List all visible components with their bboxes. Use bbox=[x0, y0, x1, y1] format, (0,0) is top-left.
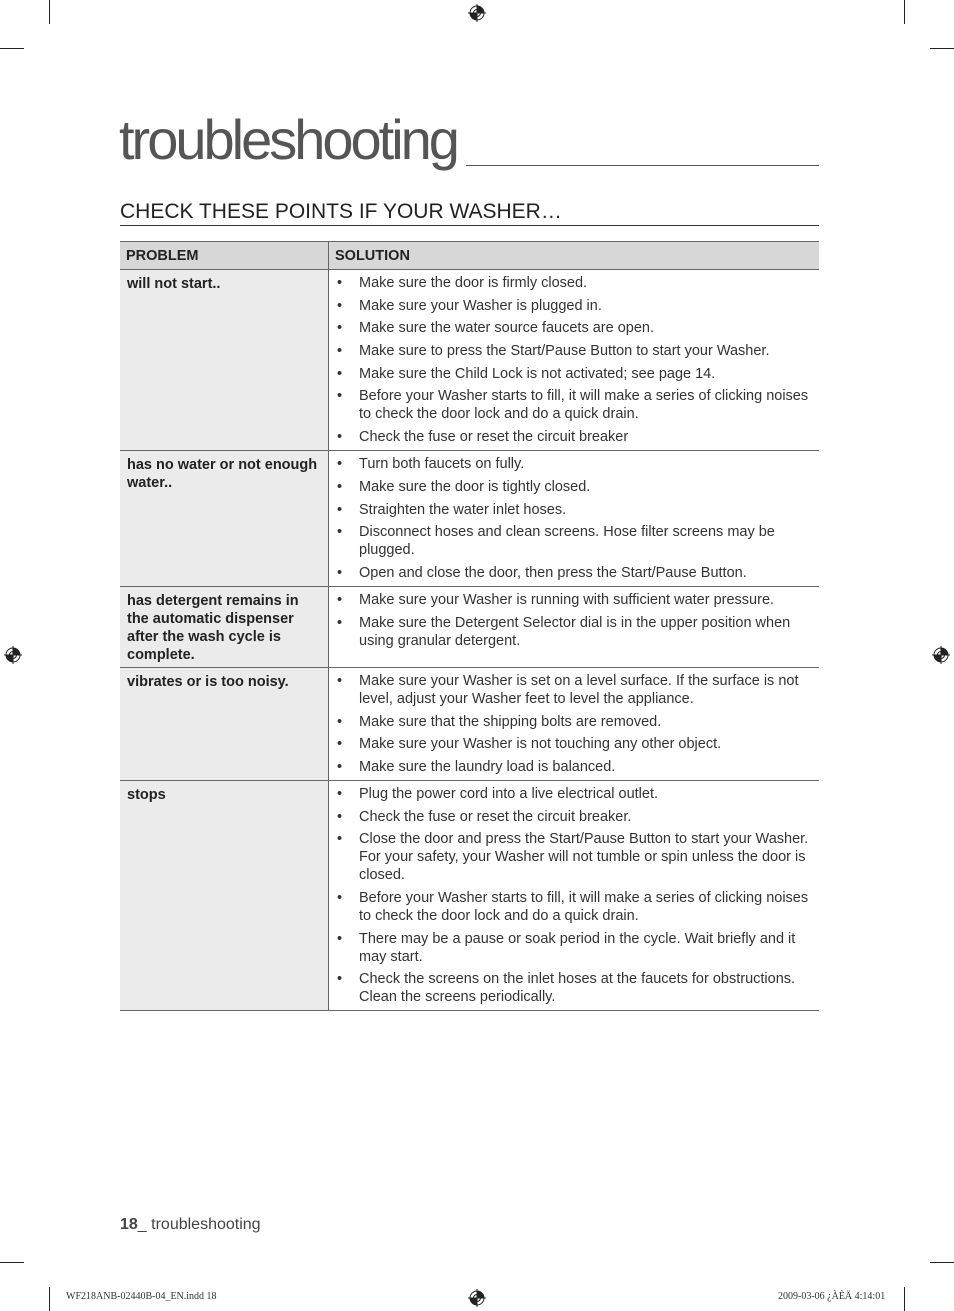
slug-left: WF218ANB-02440B-04_EN.indd 18 bbox=[66, 1291, 217, 1302]
solution-cell bbox=[329, 780, 820, 1010]
registration-mark-icon bbox=[932, 646, 950, 664]
list-item: • Make sure your Washer is running with sufficient water pressure. bbox=[329, 591, 811, 609]
list-item: • Check the fuse or reset the circuit breaker. bbox=[329, 808, 811, 826]
list-item: • Make sure that the shipping bolts are removed. bbox=[329, 713, 811, 731]
crop-mark bbox=[49, 1287, 50, 1311]
table-row bbox=[120, 667, 819, 780]
list-item: • Make sure the door is tightly closed. bbox=[329, 478, 811, 496]
list-item: • Make sure your Washer is set on a level surface. If the surface is not level, adjust your Washer feet to level the appliance. bbox=[329, 672, 811, 708]
table-row bbox=[120, 586, 819, 667]
crop-mark bbox=[930, 48, 954, 49]
list-item: • Make sure to press the Start/Pause Button to start your Washer. bbox=[329, 342, 811, 360]
problem-column-header: PROBLEM bbox=[120, 242, 329, 270]
page-footer bbox=[120, 1216, 261, 1234]
solution-cell bbox=[329, 667, 820, 780]
problem-cell: vibrates or is too noisy. bbox=[120, 667, 329, 780]
table-row bbox=[120, 451, 819, 587]
problem-cell: has detergent remains in the automatic dispenser after the wash cycle is complete. bbox=[120, 586, 329, 667]
list-item: • Make sure the Detergent Selector dial is in the upper position when using granular detergent. bbox=[329, 614, 811, 650]
section-rule bbox=[120, 225, 819, 226]
solution-list bbox=[329, 672, 811, 776]
problem-cell: stops bbox=[120, 780, 329, 1010]
list-item: • Make sure the Child Lock is not activated; see page 14. bbox=[329, 365, 811, 383]
problem-cell: will not start.. bbox=[120, 270, 329, 451]
crop-mark bbox=[0, 48, 24, 49]
solution-cell bbox=[329, 451, 820, 587]
title-rule bbox=[466, 165, 819, 166]
list-item: • Make sure the door is firmly closed. bbox=[329, 274, 811, 292]
list-item: • Make sure your Washer is plugged in. bbox=[329, 297, 811, 315]
list-item: • Before your Washer starts to fill, it will make a series of clicking noises to check the door lock and do a quick drain. bbox=[329, 387, 811, 423]
problem-cell: has no water or not enough water.. bbox=[120, 451, 329, 587]
crop-mark bbox=[930, 1262, 954, 1263]
solution-list bbox=[329, 274, 811, 446]
solution-column-header: SOLUTION bbox=[329, 242, 820, 270]
list-item: • Make sure the water source faucets are open. bbox=[329, 319, 811, 337]
list-item: • Open and close the door, then press the Start/Pause Button. bbox=[329, 564, 811, 582]
table-row bbox=[120, 270, 819, 451]
crop-mark bbox=[904, 0, 905, 24]
list-item: • Plug the power cord into a live electrical outlet. bbox=[329, 785, 811, 803]
solution-list bbox=[329, 785, 811, 1006]
crop-mark bbox=[49, 0, 50, 24]
list-item: • Make sure your Washer is not touching any other object. bbox=[329, 735, 811, 753]
registration-mark-icon bbox=[468, 1289, 486, 1307]
troubleshooting-table bbox=[120, 241, 819, 1011]
list-item: • Disconnect hoses and clean screens. Hose filter screens may be plugged. bbox=[329, 523, 811, 559]
table-header-row bbox=[120, 242, 819, 270]
page-title: troubleshooting bbox=[119, 108, 457, 171]
footer-label: _ troubleshooting bbox=[137, 1216, 261, 1233]
table-body bbox=[120, 270, 819, 1011]
registration-mark-icon bbox=[468, 4, 486, 22]
crop-mark bbox=[904, 1287, 905, 1311]
table-row bbox=[120, 780, 819, 1010]
list-item: • Straighten the water inlet hoses. bbox=[329, 501, 811, 519]
list-item: • Before your Washer starts to fill, it will make a series of clicking noises to check the door lock and do a quick drain. bbox=[329, 889, 811, 925]
page-number: 18 bbox=[120, 1216, 138, 1233]
list-item: • Turn both faucets on fully. bbox=[329, 455, 811, 473]
slug-right: 2009-03-06 ¿ÀÈÄ 4:14:01 bbox=[778, 1291, 886, 1302]
solution-cell bbox=[329, 270, 820, 451]
section-heading: CHECK THESE POINTS IF YOUR WASHER… bbox=[120, 200, 562, 223]
solution-list bbox=[329, 591, 811, 650]
list-item: • Close the door and press the Start/Pause Button to start your Washer. For your safety, your Washer will not tumble or spin unless the door is closed. bbox=[329, 830, 811, 884]
list-item: • Check the screens on the inlet hoses at the faucets for obstructions. Clean the screens periodically. bbox=[329, 970, 811, 1006]
solution-list bbox=[329, 455, 811, 582]
list-item: • Make sure the laundry load is balanced. bbox=[329, 758, 811, 776]
registration-mark-icon bbox=[4, 646, 22, 664]
solution-cell bbox=[329, 586, 820, 667]
crop-mark bbox=[0, 1262, 24, 1263]
list-item: • There may be a pause or soak period in the cycle. Wait briefly and it may start. bbox=[329, 930, 811, 966]
list-item: • Check the fuse or reset the circuit breaker bbox=[329, 428, 811, 446]
